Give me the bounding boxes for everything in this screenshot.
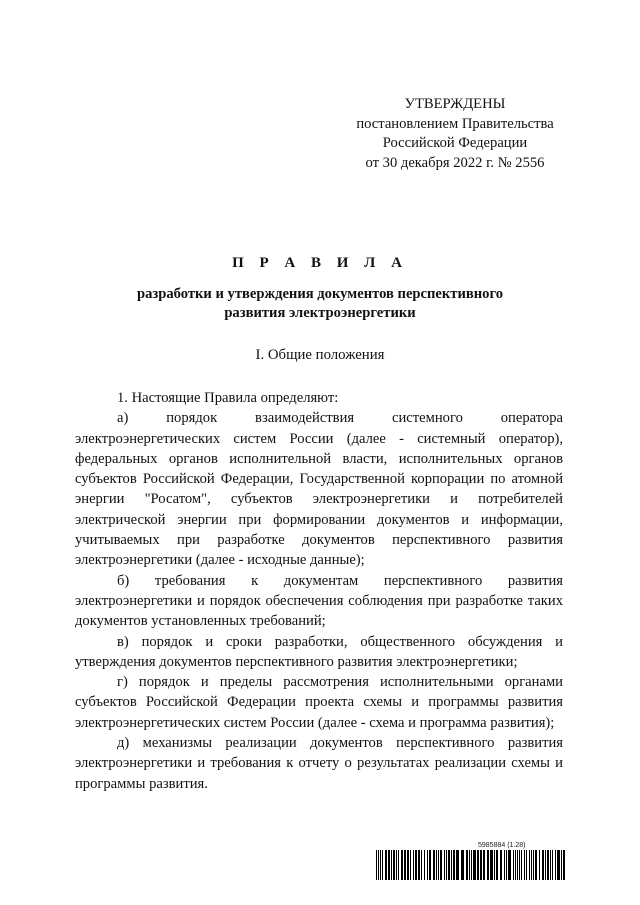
barcode-bar bbox=[519, 850, 520, 880]
barcode-bar bbox=[466, 850, 468, 880]
barcode-bar bbox=[453, 850, 455, 880]
barcode-bar bbox=[393, 850, 395, 880]
barcode-bar bbox=[477, 850, 479, 880]
barcode-bar bbox=[494, 850, 495, 880]
barcode-bar bbox=[404, 850, 406, 880]
paragraph-d: г) порядок и пределы рассмотрения исполнительными органами субъектов Российской Федерации проекта схемы и программы развития электроэнергетических систем России (далее - схема и программа развития); bbox=[75, 674, 563, 731]
paragraph-1: 1. Настоящие Правила определяют: bbox=[117, 390, 339, 406]
barcode-bar bbox=[547, 850, 549, 880]
barcode-icon bbox=[376, 850, 566, 880]
barcode-bar bbox=[557, 850, 560, 880]
barcode-bar bbox=[533, 850, 534, 880]
document-subtitle bbox=[0, 285, 640, 323]
barcode-bar bbox=[415, 850, 417, 880]
approval-government: Российской Федерации bbox=[382, 135, 528, 151]
barcode-bar bbox=[391, 850, 392, 880]
barcode-bar bbox=[421, 850, 422, 880]
barcode-bar bbox=[552, 850, 553, 880]
paragraph-a: а) порядок взаимодействия системного оператора электроэнергетических систем России (далее - системный оператор), федеральных органов исполнительной власти, исполнительных органов субъектов Российской Федерации, Государственной корпорации по атомной энергии "Росатом", субъектов электроэнергетики и потребителей электрической энергии при формировании документов и информации, учитываемых при разработке документов перспективного развития электроэнергетики (далее - исходные данные); bbox=[75, 410, 563, 569]
document-title: П Р А В И Л А bbox=[232, 255, 408, 271]
barcode-bar bbox=[461, 850, 464, 880]
approval-resolution: постановлением Правительства bbox=[356, 115, 554, 132]
barcode-bar bbox=[429, 850, 431, 880]
barcode-bar bbox=[396, 850, 397, 880]
barcode-bar bbox=[515, 850, 516, 880]
barcode-bar bbox=[376, 850, 377, 880]
barcode-bar bbox=[535, 850, 537, 880]
barcode-bar bbox=[378, 850, 379, 880]
barcode-bar bbox=[438, 850, 439, 880]
barcode-bar bbox=[500, 850, 502, 880]
barcode-bar bbox=[413, 850, 414, 880]
barcode-bar bbox=[504, 850, 505, 880]
barcode-bar bbox=[401, 850, 403, 880]
paragraph-e: д) механизмы реализации документов перспективного развития электроэнергетики и требования к отчету о результатах реализации схемы и программы развития. bbox=[75, 735, 563, 792]
barcode-bar bbox=[427, 850, 428, 880]
barcode-bar bbox=[550, 850, 551, 880]
approval-title: УТВЕРЖДЕНЫ bbox=[404, 96, 506, 112]
barcode-bar bbox=[451, 850, 452, 880]
barcode-number: 5985884 (1.28) bbox=[478, 842, 526, 849]
barcode-bar bbox=[473, 850, 476, 880]
barcode-bar bbox=[526, 850, 527, 880]
barcode-bar bbox=[410, 850, 411, 880]
barcode-bar bbox=[539, 850, 540, 880]
barcode-bar bbox=[508, 850, 511, 880]
barcode-bar bbox=[561, 850, 562, 880]
barcode-bar bbox=[480, 850, 482, 880]
barcode-bar bbox=[380, 850, 381, 880]
barcode-bar bbox=[398, 850, 399, 880]
barcode-bar bbox=[407, 850, 409, 880]
section-heading: I. Общие положения bbox=[255, 347, 385, 363]
barcode-bar bbox=[446, 850, 447, 880]
barcode-bar bbox=[385, 850, 387, 880]
approval-date-number: от 30 декабря 2022 г. № 2556 bbox=[365, 154, 545, 171]
barcode-bar bbox=[531, 850, 532, 880]
subtitle-line-1: разработки и утверждения документов перспективного bbox=[136, 286, 504, 302]
document-body bbox=[75, 388, 563, 794]
barcode-bar bbox=[545, 850, 546, 880]
barcode-bar bbox=[555, 850, 556, 880]
barcode-bar bbox=[490, 850, 493, 880]
barcode-bar bbox=[382, 850, 383, 880]
barcode-bar bbox=[444, 850, 445, 880]
barcode-bar bbox=[424, 850, 425, 880]
barcode-bar bbox=[433, 850, 435, 880]
barcode-bar bbox=[529, 850, 530, 880]
barcode-bar bbox=[388, 850, 390, 880]
barcode-bar bbox=[524, 850, 525, 880]
barcode-bar bbox=[513, 850, 514, 880]
barcode-bar bbox=[436, 850, 437, 880]
barcode-bar bbox=[506, 850, 507, 880]
barcode-bar bbox=[487, 850, 489, 880]
barcode-bar bbox=[496, 850, 498, 880]
approval-stamp bbox=[340, 95, 570, 173]
subtitle-line-2: развития электроэнергетики bbox=[224, 305, 416, 321]
paragraph-c: в) порядок и сроки разработки, общественного обсуждения и утверждения документов перспективного развития электроэнергетики; bbox=[75, 633, 563, 670]
barcode-bar bbox=[517, 850, 518, 880]
barcode-bar bbox=[469, 850, 470, 880]
barcode-bar bbox=[521, 850, 522, 880]
barcode-bar bbox=[542, 850, 544, 880]
barcode-bar bbox=[471, 850, 472, 880]
barcode-bar bbox=[418, 850, 420, 880]
barcode-bar bbox=[483, 850, 485, 880]
barcode-bar bbox=[440, 850, 442, 880]
barcode-bar bbox=[456, 850, 459, 880]
barcode-bar bbox=[563, 850, 565, 880]
barcode-bar bbox=[448, 850, 450, 880]
paragraph-b: б) требования к документам перспективного развития электроэнергетики и порядок обеспечения соблюдения при разработке таких документов установленных требований; bbox=[75, 572, 563, 630]
